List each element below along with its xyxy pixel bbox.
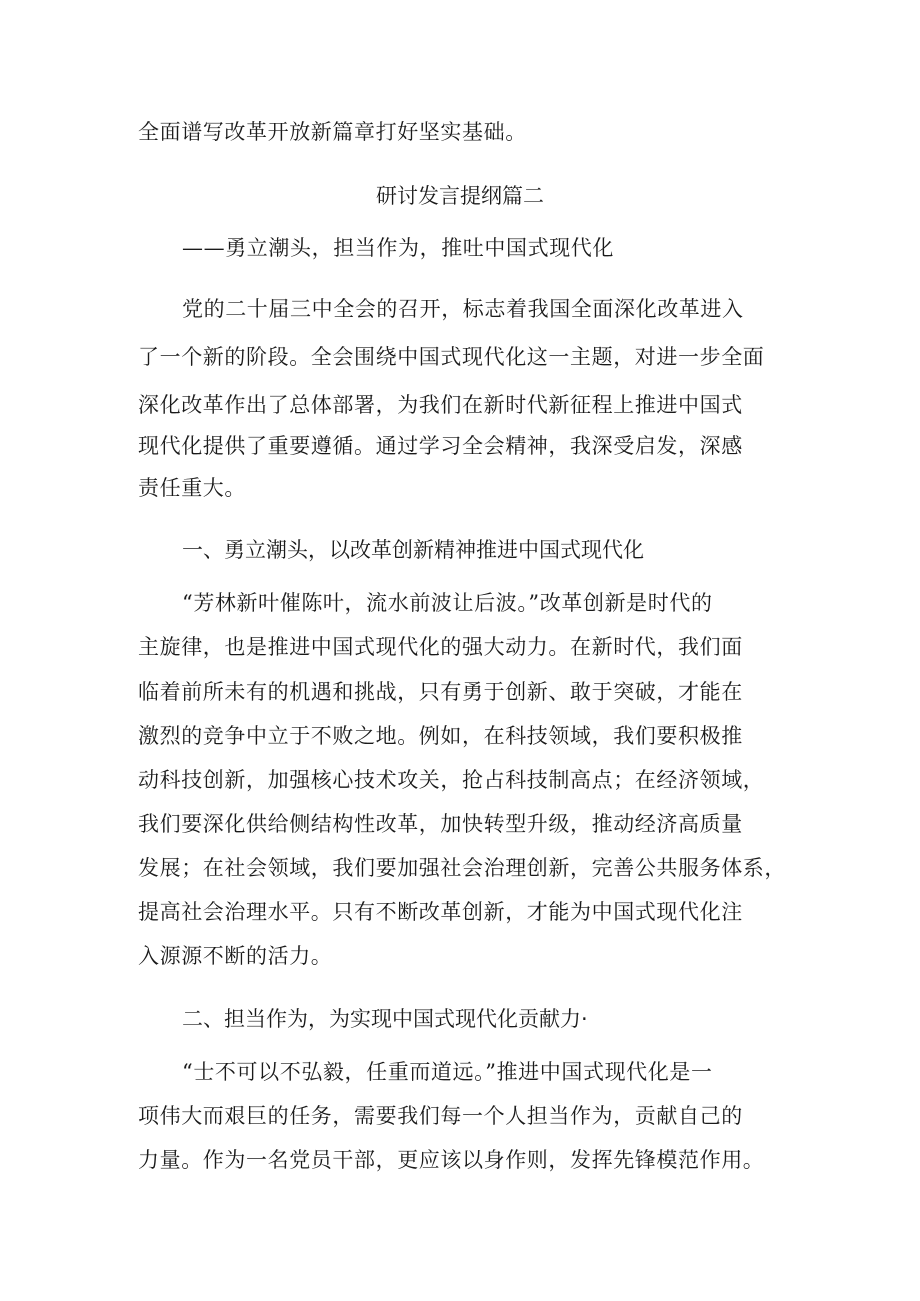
paragraph-line: 我们要深化供给侧结构性改革，加快转型升级，推动经济高质量 [138, 812, 743, 836]
paragraph-line: “芳林新叶催陈叶，流水前波让后波。”改革创新是时代的 [182, 591, 713, 615]
paragraph-line: 了一个新的阶段。全会围绕中国式现代化这一主题，对进一步全面 [138, 345, 765, 369]
paragraph-line: 党的二十届三中全会的召开，标志着我国全面深化改革进入 [182, 297, 744, 321]
paragraph-line: 动科技创新，加强核心技术攻关，抢占科技制高点；在经济领域， [138, 768, 765, 792]
section-title: 研讨发言提纲篇二 [376, 184, 544, 208]
paragraph-line: 激烈的竞争中立于不败之地。例如，在科技领域，我们要积极推 [138, 724, 743, 748]
paragraph-line: 提高社会治理水平。只有不断改革创新，才能为中国式现代化注 [138, 900, 743, 924]
paragraph-line: 发展；在社会领域，我们要加强社会治理创新，完善公共服务体系， [138, 856, 786, 880]
paragraph-line: 临着前所未有的机遇和挑战，只有勇于创新、敢于突破，才能在 [138, 680, 743, 704]
paragraph-line: 项伟大而艰巨的任务，需要我们每一个人担当作为，贡献自己的 [138, 1104, 743, 1128]
paragraph-line: 深化改革作出了总体部署，为我们在新时代新征程上推进中国式 [138, 393, 743, 417]
paragraph-line: “士不可以不弘毅，任重而道远。”推进中国式现代化是一 [182, 1060, 713, 1084]
subtitle: ——勇立潮头，担当作为，推吐中国式现代化 [182, 236, 614, 260]
section-heading-1: 一、勇立潮头，以改革创新精神推进中国式现代化 [182, 538, 644, 562]
paragraph-line: 全面谱写改革开放新篇章打好坚实基础。 [138, 120, 527, 144]
paragraph-line: 力量。作为一名党员干部，更应该以身作则，发挥先锋模范作用。 [138, 1148, 765, 1172]
paragraph-line: 现代化提供了重要遵循。通过学习全会精神，我深受启发，深感 [138, 434, 743, 458]
paragraph-line: 责任重大。 [138, 476, 246, 500]
paragraph-line: 主旋律，也是推进中国式现代化的强大动力。在新时代，我们面 [138, 635, 743, 659]
section-heading-2: 二、担当作为，为实现中国式现代化贡献力· [182, 1007, 588, 1031]
paragraph-line: 入源源不断的活力。 [138, 944, 333, 968]
